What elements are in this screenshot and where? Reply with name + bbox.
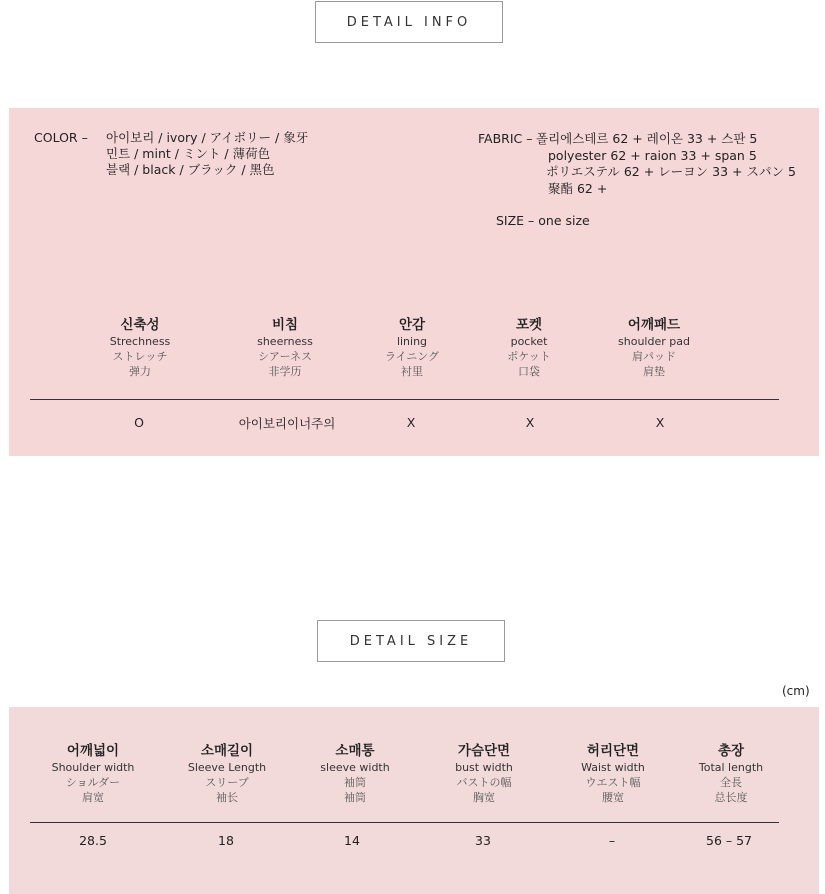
measurement-value: 33	[475, 833, 491, 848]
measurement-value: 18	[218, 833, 234, 848]
table-divider	[30, 399, 779, 400]
measurement-header: 어깨넓이 Shoulder width ショルダー 肩宽	[51, 743, 135, 804]
attribute-header: 포켓 pocket ポケット 口袋	[507, 317, 551, 378]
table-divider	[30, 822, 779, 823]
fabric-line: 聚酯 62 +	[548, 180, 608, 196]
detail-info-panel	[9, 108, 819, 456]
measurement-header: 가슴단면 bust width バストの幅 胸宽	[455, 743, 513, 804]
measurement-header: 소매통 sleeve width 袖筒 袖筒	[320, 743, 390, 804]
attribute-value: 아이보리이너주의	[238, 416, 336, 431]
fabric-line: 폴리에스테르 62 + 레이온 33 + 스판 5	[536, 131, 758, 146]
color-option: 블랙 / black / ブラック / 黑色	[106, 162, 275, 177]
attribute-header: 안감 lining ライニング 衬里	[384, 317, 440, 378]
fabric-line: polyester 62 + raion 33 + span 5	[548, 147, 757, 163]
attribute-value: X	[525, 415, 535, 430]
attribute-header: 비침 sheerness シアーネス 非学历	[257, 317, 313, 378]
measurement-header: 소매길이 Sleeve Length スリーブ 袖长	[187, 743, 267, 804]
measurement-value: 14	[344, 833, 360, 848]
attribute-header: 신축성 Strechness ストレッチ 弹力	[109, 317, 171, 378]
size-info: SIZE – one size	[496, 213, 590, 228]
unit-label: (cm)	[782, 684, 810, 698]
measurement-header: 총장 Total length 全長 总长度	[698, 743, 764, 804]
fabric-line: ポリエステル 62 + レーヨン 33 + スパン 5	[546, 164, 796, 179]
detail-info-title: DETAIL INFO	[315, 1, 503, 43]
measurement-value: 56 – 57	[705, 833, 753, 848]
detail-size-panel	[9, 707, 819, 894]
attribute-header: 어깨패드 shoulder pad 肩パッド 肩垫	[618, 317, 690, 378]
detail-size-title: DETAIL SIZE	[317, 620, 505, 662]
color-option: 아이보리 / ivory / アイボリー / 象牙	[106, 130, 309, 145]
attribute-value: X	[406, 415, 416, 430]
attribute-value: O	[134, 415, 144, 430]
measurement-value: –	[608, 833, 616, 848]
measurement-value: 28.5	[79, 833, 107, 848]
fabric-label: FABRIC –	[478, 131, 533, 146]
measurement-header: 허리단면 Waist width ウエスト幅 腰宽	[581, 743, 645, 804]
attribute-value: X	[655, 415, 665, 430]
color-label: COLOR –	[34, 130, 88, 145]
color-option: 민트 / mint / ミント / 薄荷色	[106, 146, 271, 161]
